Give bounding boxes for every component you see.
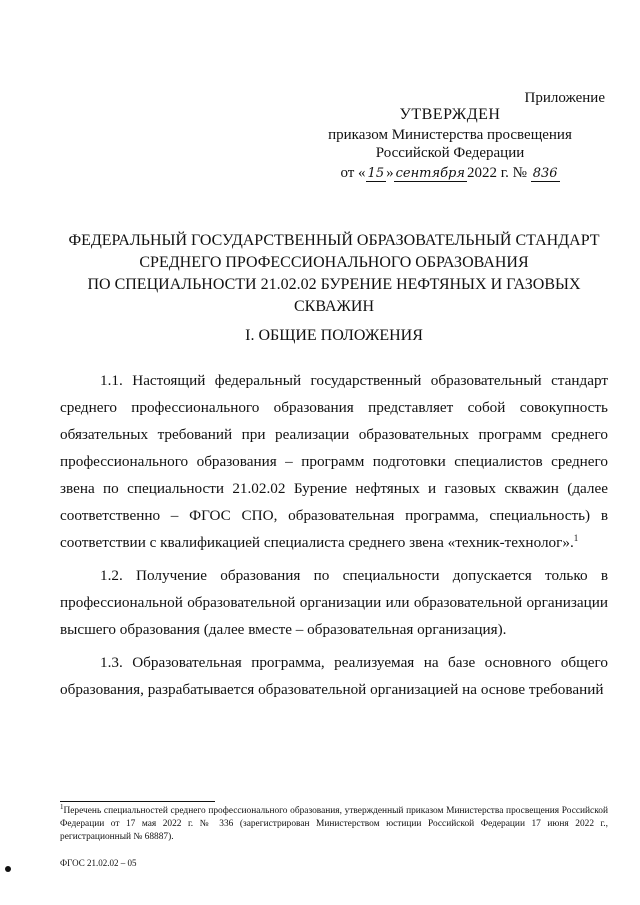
date-year: 2022 г. №: [466, 165, 527, 181]
section-heading: I. ОБЩИЕ ПОЛОЖЕНИЯ: [245, 327, 423, 344]
footnote-marker: 1: [60, 802, 64, 811]
title-line-4: СКВАЖИН: [293, 298, 374, 315]
date-mid: »: [386, 165, 394, 181]
date-prefix: от «: [340, 165, 366, 181]
paragraph-1-1-text: 1.1. Настоящий федеральный государственный образовательный стандарт среднего профессионального образования представляет собой совокупность обязательных требований при реализации образовательных программ среднего профессионального образования – программ подготовки специалистов среднего звена по специальности 21.02.02 Бурение нефтяных и газовых скважин (далее соответственно – ФГОС СПО, образовательная программа, специальность) в соответствии с квалификацией специалиста среднего звена «техник-технолог».: [60, 372, 608, 551]
footnote-ref: 1: [573, 532, 579, 543]
title-line-1: ФЕДЕРАЛЬНЫЙ ГОСУДАРСТВЕННЫЙ ОБРАЗОВАТЕЛЬНЫЙ СТАНДАРТ: [68, 232, 600, 249]
date-month: сентября: [395, 166, 465, 181]
document-code: ФГОС 21.02.02 – 05: [60, 858, 137, 868]
body-text: [60, 367, 608, 709]
paragraph-1-2: 1.2. Получение образования по специальности допускается только в профессиональной образовательной организации или образовательной организации высшего образования (далее вместе – образовательная организация).: [60, 567, 608, 638]
approved-heading: УТВЕРЖДЕН: [399, 106, 501, 123]
footnote-text: Перечень специальностей среднего профессионального образования, утвержденный приказом Министерства просвещения Российской Федерации от 17 мая 2022 г. № 336 (зарегистрирован Министерством юстиции Российской Федерации 17 июня 2022 г., регистрационный № 68887).: [60, 806, 608, 842]
approval-block: [320, 106, 580, 183]
order-date-line: [320, 164, 580, 183]
order-line-1: приказом Министерства просвещения: [328, 127, 572, 143]
footnote-separator: [60, 801, 215, 802]
appendix-label: Приложение: [524, 90, 605, 106]
order-number: 836: [532, 166, 558, 181]
title-line-3: ПО СПЕЦИАЛЬНОСТИ 21.02.02 БУРЕНИЕ НЕФТЯНЫХ И ГАЗОВЫХ: [87, 276, 581, 293]
date-day: 15: [367, 166, 385, 181]
paragraph-1-1: [60, 367, 608, 556]
margin-mark: [5, 866, 11, 872]
footnote: [60, 802, 608, 844]
document-title: [60, 230, 608, 318]
title-line-2: СРЕДНЕГО ПРОФЕССИОНАЛЬНОГО ОБРАЗОВАНИЯ: [139, 254, 529, 271]
paragraph-1-3: 1.3. Образовательная программа, реализуемая на базе основного общего образования, разрабатывается образовательной организацией на основе требований: [60, 654, 608, 698]
order-line-2: Российской Федерации: [375, 145, 525, 161]
